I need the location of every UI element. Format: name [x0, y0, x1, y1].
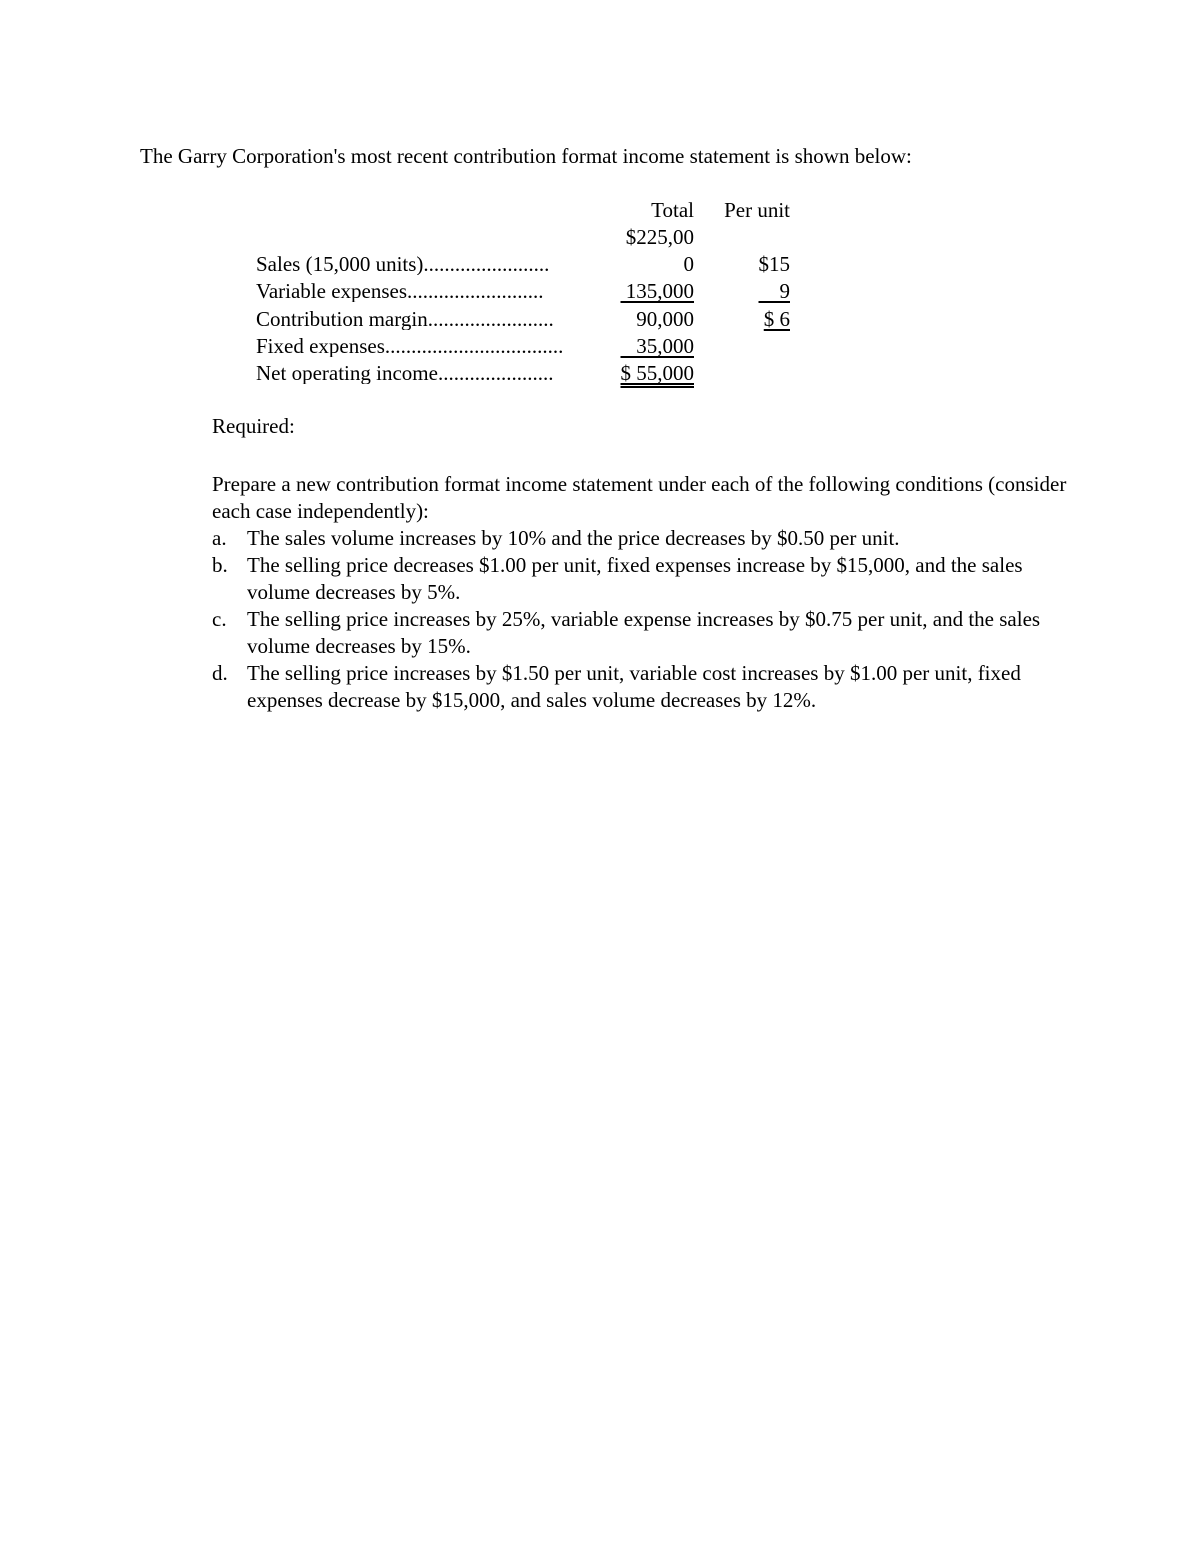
case-letter: d.	[212, 661, 228, 685]
header-total: Total	[651, 198, 694, 222]
cases-list	[212, 525, 1072, 714]
row-label-sales: Sales (15,000 units)........................	[256, 254, 550, 275]
row-total-fixed-expenses: 35,000	[620, 334, 694, 358]
case-letter: b.	[212, 553, 228, 577]
row-label-net-operating-income: Net operating income......................	[256, 363, 554, 384]
case-letter: a.	[212, 526, 227, 550]
row-label-fixed-expenses: Fixed expenses..................................	[256, 336, 564, 357]
instructions-paragraph: Prepare a new contribution format income statement under each of the following conditions (consider each case independently):	[212, 472, 1067, 523]
header-per-unit: Per unit	[724, 198, 790, 222]
row-total-sales: 0	[683, 252, 694, 276]
list-item	[212, 552, 1072, 606]
sales-total-top: $225,00	[625, 225, 694, 249]
case-letter: c.	[212, 607, 227, 631]
case-text: The sales volume increases by 10% and the price decreases by $0.50 per unit.	[247, 526, 900, 550]
row-label-variable-expenses: Variable expenses..........................	[256, 281, 544, 302]
row-total-contribution-margin: 90,000	[636, 307, 694, 331]
row-total-variable-expenses: 135,000	[620, 279, 694, 303]
row-label-contribution-margin: Contribution margin........................	[256, 309, 554, 330]
list-item	[212, 660, 1072, 714]
row-unit-contribution-margin: $ 6	[763, 307, 790, 331]
list-item	[212, 525, 1072, 552]
intro-text: The Garry Corporation's most recent contribution format income statement is shown below:	[140, 144, 912, 168]
row-unit-sales: $15	[758, 252, 790, 276]
case-text: The selling price decreases $1.00 per unit, fixed expenses increase by $15,000, and the sales volume decreases by 5%.	[247, 553, 1023, 604]
case-text: The selling price increases by $1.50 per unit, variable cost increases by $1.00 per unit, fixed expenses decrease by $15,000, and sales volume decreases by 12%.	[247, 661, 1021, 712]
case-text: The selling price increases by 25%, variable expense increases by $0.75 per unit, and the sales volume decreases by 15%.	[247, 607, 1041, 658]
list-item	[212, 606, 1072, 660]
required-label: Required:	[212, 414, 295, 438]
row-total-net-operating-income: $ 55,000	[620, 361, 694, 385]
row-unit-variable-expenses: 9	[758, 279, 790, 303]
